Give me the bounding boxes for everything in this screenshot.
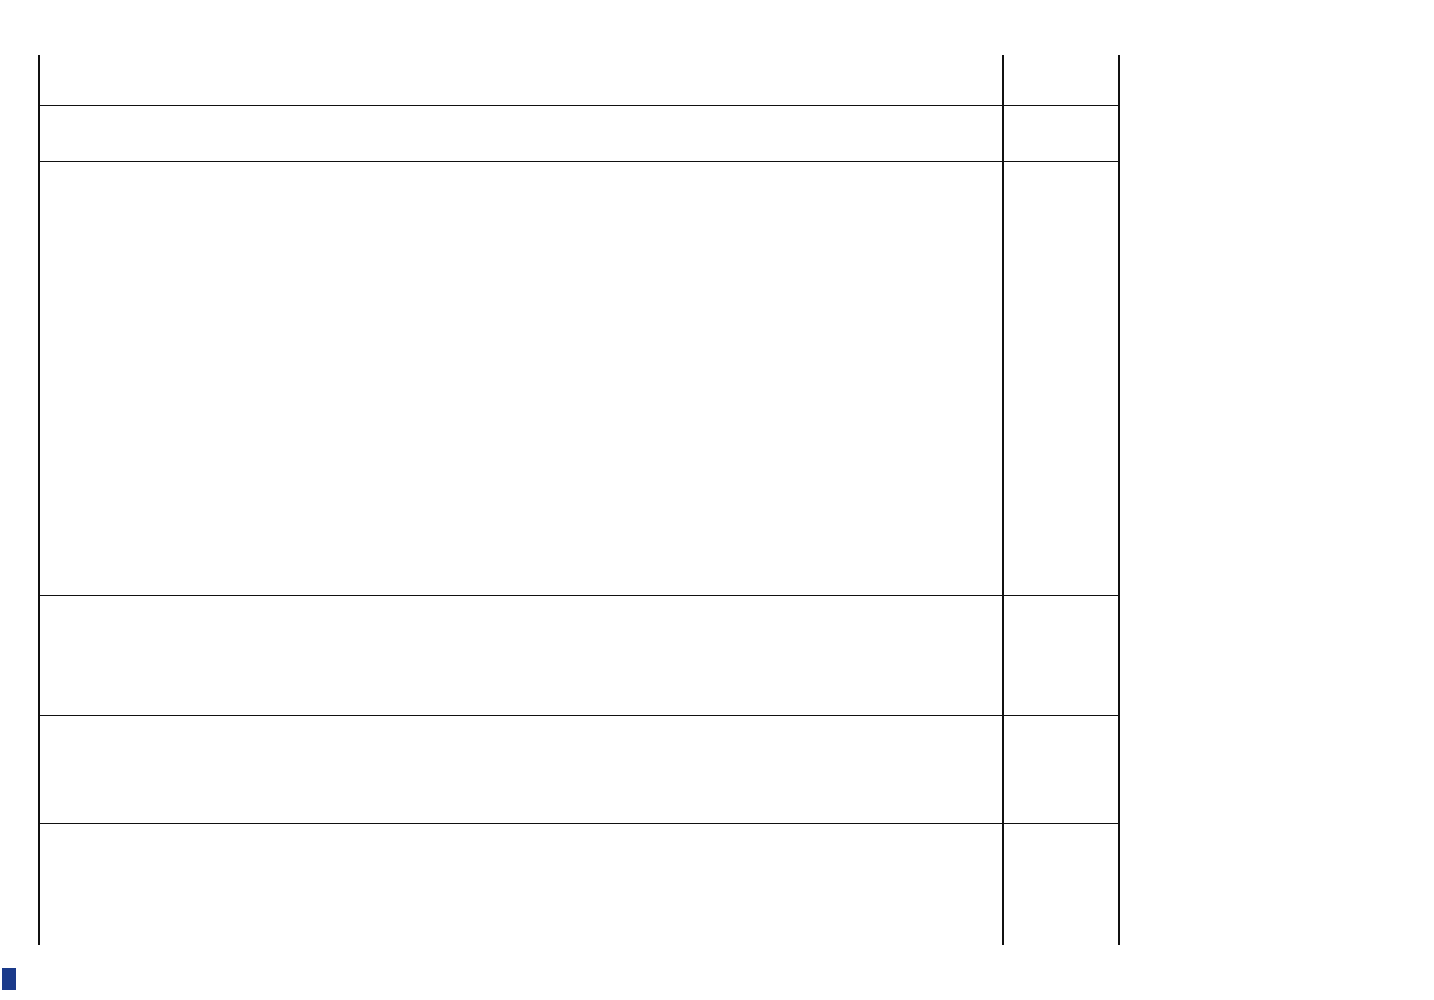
column-divider bbox=[40, 161, 1120, 162]
column-divider bbox=[40, 595, 1120, 596]
header-rule-top bbox=[1118, 55, 1120, 945]
column-divider bbox=[40, 715, 1120, 716]
column-divider bbox=[40, 105, 1120, 106]
column-divider bbox=[40, 823, 1120, 824]
dfg-logo bbox=[2, 968, 16, 990]
table-rule-bottom bbox=[38, 55, 40, 945]
rotated-document-page bbox=[0, 55, 1190, 945]
header-rule-bottom bbox=[1002, 55, 1004, 945]
